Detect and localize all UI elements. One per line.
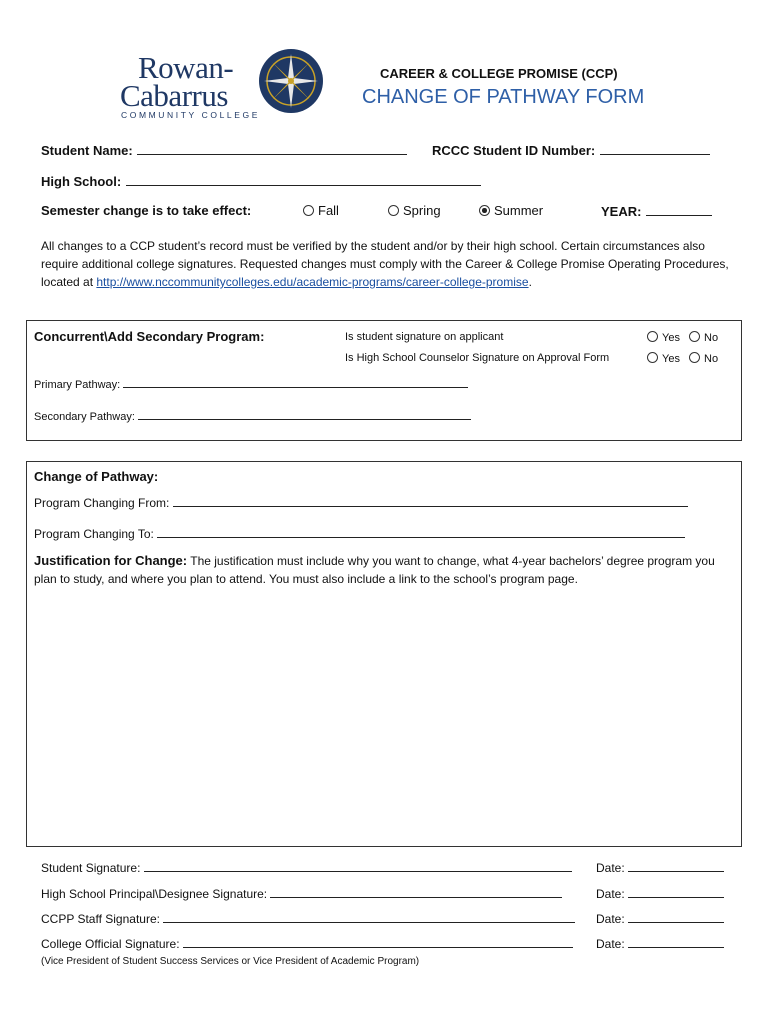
year-row: [601, 203, 712, 221]
student-signature-field[interactable]: [144, 861, 572, 872]
logo-wordmark-line2: Cabarrus: [120, 78, 228, 113]
concurrent-section: [26, 320, 742, 441]
radio-fall-icon[interactable]: [303, 205, 314, 216]
principal-date-field[interactable]: [628, 887, 724, 898]
semester-option-spring[interactable]: Spring: [388, 203, 441, 218]
radio-summer-checked-icon[interactable]: [479, 205, 490, 216]
ccpp-staff-signature-field[interactable]: [163, 912, 575, 923]
compass-seal-icon: [258, 48, 324, 114]
high-school-field[interactable]: [126, 173, 481, 186]
principal-signature-field[interactable]: [270, 887, 562, 898]
ccpp-staff-date-field[interactable]: [628, 912, 724, 923]
secondary-pathway-row: [34, 409, 471, 423]
student-id-label: RCCC Student ID Number:: [432, 143, 596, 158]
justification-text: The justification must include why you want to change, what 4-year bachelors’ degree program you plan to study, and where you plan to attend. You must also include a link to the school’s program page.: [34, 554, 715, 586]
student-name-row: [41, 142, 407, 160]
program-to-label: Program Changing To:: [34, 527, 154, 541]
student-signature-row: [41, 861, 731, 875]
year-label: YEAR:: [601, 204, 642, 219]
semester-label: Semester change is to take effect:: [41, 203, 252, 218]
secondary-pathway-label: Secondary Pathway:: [34, 411, 135, 423]
college-official-date-label: Date:: [596, 937, 625, 951]
college-logo: [118, 50, 328, 122]
q1-no-option[interactable]: No: [689, 331, 718, 344]
q2-no-option[interactable]: No: [689, 352, 718, 365]
year-field[interactable]: [646, 203, 712, 216]
justification-text-area[interactable]: [34, 597, 734, 837]
ccpp-staff-signature-row: [41, 912, 731, 926]
principal-signature-row: [41, 887, 731, 901]
student-signature-label: Student Signature:: [41, 861, 141, 875]
semester-option-summer[interactable]: Summer: [479, 203, 543, 218]
student-name-field[interactable]: [137, 142, 407, 155]
high-school-label: High School:: [41, 174, 122, 189]
primary-pathway-field[interactable]: [123, 377, 468, 388]
justification-paragraph: [34, 552, 724, 588]
instructions-end: .: [528, 275, 532, 289]
student-id-row: [432, 142, 710, 160]
high-school-row: [41, 173, 481, 191]
ccpp-staff-date-label: Date:: [596, 912, 625, 926]
q1-yes-option[interactable]: Yes: [647, 331, 680, 344]
q2-yes-radio-icon[interactable]: [647, 352, 658, 363]
principal-date-label: Date:: [596, 887, 625, 901]
change-section-title: Change of Pathway:: [34, 469, 159, 484]
college-official-date-field[interactable]: [628, 937, 724, 948]
form-title: CHANGE OF PATHWAY FORM: [362, 86, 645, 108]
primary-pathway-row: [34, 377, 468, 391]
ccp-procedures-link[interactable]: http://www.nccommunitycolleges.edu/academic-programs/career-college-promise: [96, 275, 529, 289]
student-date-field[interactable]: [628, 861, 724, 872]
student-name-label: Student Name:: [41, 143, 133, 158]
logo-wordmark-line3: COMMUNITY COLLEGE: [121, 110, 260, 120]
college-official-signature-field[interactable]: [183, 937, 573, 948]
program-from-row: [34, 496, 688, 510]
justification-label: Justification for Change:: [34, 553, 188, 568]
semester-option-fall[interactable]: Fall: [303, 203, 339, 218]
program-to-field[interactable]: [157, 527, 685, 538]
signature-footnote: (Vice President of Student Success Services or Vice President of Academic Program): [41, 956, 420, 967]
concurrent-section-title: Concurrent\Add Secondary Program:: [34, 329, 265, 344]
college-official-signature-row: [41, 937, 731, 951]
program-to-row: [34, 527, 685, 541]
instructions-text: All changes to a CCP student’s record must be verified by the student and/or by their high school. Certain circumstances also require additional college signatures. Requested changes must comply with the Career & College Promise Operating Procedures, located at: [41, 239, 729, 289]
logo-wordmark-line1: Rowan-: [138, 50, 234, 85]
change-of-pathway-section: [26, 461, 742, 847]
ccpp-staff-signature-label: CCPP Staff Signature:: [41, 912, 160, 926]
secondary-pathway-field[interactable]: [138, 409, 471, 420]
instructions-paragraph: [41, 237, 731, 291]
student-signature-question: Is student signature on applicant: [345, 331, 504, 343]
program-from-field[interactable]: [173, 496, 688, 507]
student-date-label: Date:: [596, 861, 625, 875]
student-id-field[interactable]: [600, 142, 710, 155]
q1-yes-radio-icon[interactable]: [647, 331, 658, 342]
program-from-label: Program Changing From:: [34, 496, 170, 510]
primary-pathway-label: Primary Pathway:: [34, 379, 121, 391]
program-title: CAREER & COLLEGE PROMISE (CCP): [380, 66, 618, 81]
radio-spring-icon[interactable]: [388, 205, 399, 216]
counselor-signature-question: Is High School Counselor Signature on Approval Form: [345, 352, 610, 364]
principal-signature-label: High School Principal\Designee Signature:: [41, 887, 268, 901]
q2-no-radio-icon[interactable]: [689, 352, 700, 363]
q1-no-radio-icon[interactable]: [689, 331, 700, 342]
college-official-signature-label: College Official Signature:: [41, 937, 180, 951]
q2-yes-option[interactable]: Yes: [647, 352, 680, 365]
